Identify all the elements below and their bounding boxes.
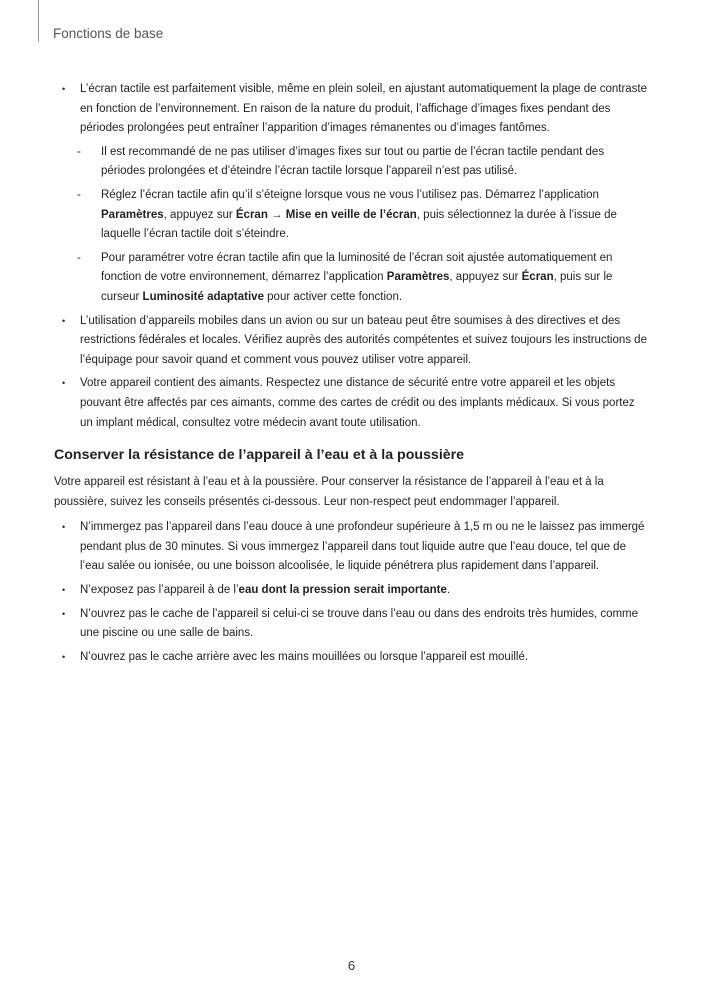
display-menu-name: Écran: [235, 208, 268, 221]
settings-app-name: Paramètres: [101, 208, 164, 221]
bullet-dot: •: [62, 378, 66, 389]
bullet-item: • N’ouvrez pas le cache arrière avec les mains mouillées ou lorsque l’appareil est mouillé.: [80, 648, 648, 668]
display-menu-name: Écran: [521, 271, 554, 284]
section-intro: Votre appareil est résistant à l’eau et à la poussière. Pour conserver la résistance de l’appareil à l’eau et à la poussière, suivez les conseils présentés ci-dessous. Leur non-respect peut endommager l’appareil.: [54, 476, 604, 508]
page-number: 6: [347, 958, 356, 973]
dash-marker: -: [77, 145, 81, 158]
dash-marker: -: [77, 188, 81, 201]
bullet-dot: •: [62, 608, 66, 619]
bullet-item: • N’exposez pas l’appareil à de l’eau dont la pression serait importante.: [80, 581, 648, 601]
sub-bullet-item: - Pour paramétrer votre écran tactile afin que la luminosité de l’écran soit ajustée automatiquement en fonction de votre environnement, démarrez l’application Paramètres, appuyez sur Écran, puis sur le curseur Luminosité adaptative pour activer cette fonction.: [101, 249, 649, 308]
screen-timeout-menu-name: Mise en veille de l’écran: [285, 208, 417, 221]
bullet-dot: •: [62, 585, 66, 596]
bullet-dot: •: [62, 315, 66, 326]
bullet-dot: •: [62, 522, 66, 533]
page-content: [0, 80, 703, 671]
section-title: Conserver la résistance de l’appareil à l’eau et à la poussière: [54, 447, 465, 464]
bullet-item: • L’utilisation d’appareils mobiles dans un avion ou sur un bateau peut être soumises à des directives et des restrictions fédérales et locales. Vérifiez auprès des autorités compétentes et suivez toujours les instructions de l’équipage pour savoir quand et comment vous pouvez utiliser votre appareil.: [80, 312, 648, 371]
bullet-dot: •: [62, 84, 66, 94]
adaptive-brightness-name: Luminosité adaptative: [142, 290, 264, 303]
bullet-item: • L’écran tactile est parfaitement visible, même en plein soleil, en ajustant automatiquement la plage de contraste en fonction de l’environnement. En raison de la nature du produit, l’affichage d’images fixes pendant des périodes prolongées peut entraîner l’apparition d’images rémanentes ou d’images fantômes.: [80, 80, 648, 139]
bullet-item: • Votre appareil contient des aimants. Respectez une distance de sécurité entre votre appareil et les objets pouvant être affectés par ces aimants, comme des cartes de crédit ou des implants médicaux. Si vous portez un implant médical, consultez votre médecin avant toute utilisation.: [80, 374, 648, 433]
settings-app-name: Paramètres: [386, 271, 450, 284]
bullet-item: • N’immergez pas l’appareil dans l’eau douce à une profondeur supérieure à 1,5 m ou ne le laissez pas immergé pendant plus de 30 minutes. Si vous immergez l’appareil dans tout liquide autre que l’eau douce, tel que de l’eau salée ou ionisée, ou une boisson alcoolisée, le liquide pénétrera plus rapidement dans l’appareil.: [80, 518, 648, 577]
header-rule: [38, 0, 39, 42]
sub-bullet-item: - Réglez l’écran tactile afin qu’il s’éteigne lorsque vous ne vous l’utilisez pas. Démarrez l’application Paramètres, appuyez sur Écran → Mise en veille de l’écran, puis sélectionnez la durée à l’issue de laquelle l’écran tactile doit s’éteindre.: [101, 186, 649, 245]
bullet-item: • N’ouvrez pas le cache de l’appareil si celui-ci se trouve dans l’eau ou dans des endroits très humides, comme une piscine ou une salle de bains.: [80, 605, 648, 644]
sub-bullet-item: - Il est recommandé de ne pas utiliser d’images fixes sur tout ou partie de l’écran tactile pendant des périodes prolongées et d’éteindre l’écran tactile lorsque l’appareil n’est pas utilisé.: [101, 143, 649, 182]
emphasis-text: eau dont la pression serait importante: [238, 584, 447, 597]
dash-marker: -: [77, 251, 81, 264]
header-section-label: Fonctions de base: [53, 26, 164, 41]
bullet-dot: •: [62, 651, 66, 662]
